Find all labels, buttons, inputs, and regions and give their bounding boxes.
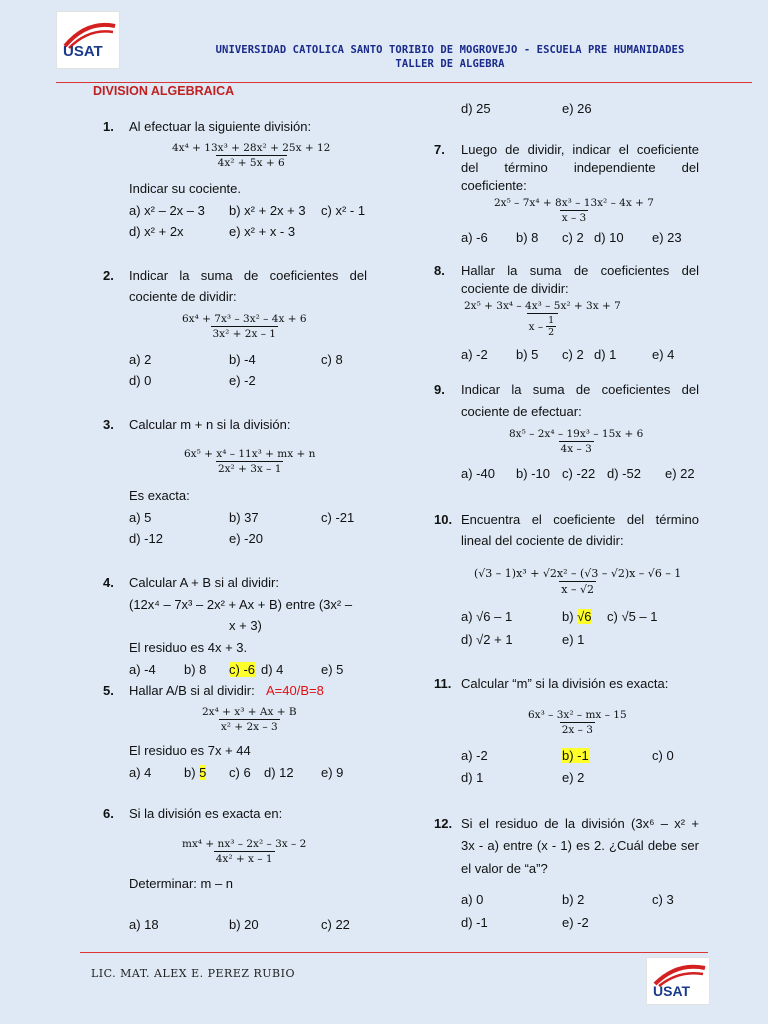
q1-denominator: 4x² + 5x + 6	[217, 157, 285, 169]
q4-line3: x + 3)	[229, 618, 262, 633]
q3-option-c[interactable]: c) -21	[321, 510, 355, 525]
q5-answer-note: A=40/B=8	[266, 683, 324, 698]
usat-logo-bottom	[646, 957, 710, 1005]
q8-denominator	[527, 313, 559, 338]
q2-fraction	[180, 313, 309, 340]
q10-option-b[interactable]	[562, 609, 592, 624]
q7-line3: coeficiente:	[461, 178, 527, 193]
q3-option-a[interactable]: a) 5	[129, 510, 152, 525]
q10-option-a[interactable]: a) √6 – 1	[461, 609, 513, 624]
q2-line2: cociente de dividir:	[129, 289, 237, 304]
q9-numerator: 8x⁵ – 2x⁴ – 19x³ – 15x + 6	[509, 428, 644, 440]
q9-number: 9.	[434, 382, 445, 397]
q11-fraction	[526, 709, 629, 736]
q1-number: 1.	[103, 119, 114, 134]
footer-author: LIC. MAT. ALEX E. PEREZ RUBIO	[91, 967, 295, 980]
q4-line2: (12x⁴ – 7x³ – 2x² + Ax + B) entre (3x² –	[129, 597, 353, 612]
q12-option-c[interactable]: c) 3	[652, 892, 674, 907]
q9-option-a[interactable]: a) -40	[461, 466, 495, 481]
q6-numerator: mx⁴ + nx³ – 2x² – 3x – 2	[182, 838, 307, 850]
q6-text: Si la división es exacta en:	[129, 806, 283, 821]
q11-denominator: 2x – 3	[561, 724, 593, 736]
q10-fraction	[472, 567, 683, 596]
q7-denominator: x – 3	[561, 212, 587, 224]
q11-number: 11.	[434, 676, 452, 691]
q10-option-c[interactable]: c) √5 – 1	[607, 609, 658, 624]
q12-option-e[interactable]: e) -2	[562, 915, 589, 930]
q1-text: Al efectuar la siguiente división:	[129, 119, 312, 134]
q6-fraction	[180, 838, 308, 865]
q12-line1: Si el residuo de la división (3x⁶ – x² +	[461, 816, 699, 831]
q8-option-c[interactable]: c) 2	[562, 347, 584, 362]
q3-fraction	[182, 448, 317, 475]
q7-option-c[interactable]: c) 2	[562, 230, 584, 245]
q11-option-c[interactable]: c) 0	[652, 748, 674, 763]
q3-number: 3.	[103, 417, 114, 432]
q9-fraction	[507, 428, 645, 455]
q1-fraction	[170, 142, 332, 169]
q10-option-b-prefix: b)	[562, 609, 578, 624]
q12-line2: 3x - a) entre (x - 1) es 2. ¿Cuál debe ser	[461, 838, 699, 853]
q5-numerator: 2x⁴ + x³ + Ax + B	[202, 706, 297, 718]
q6-option-b[interactable]: b) 20	[229, 917, 259, 932]
university-title: UNIVERSIDAD CATOLICA SANTO TORIBIO DE MOGROVEJO - ESCUELA PRE HUMANIDADES	[215, 44, 685, 56]
q7-line2: del término independiente del	[461, 160, 699, 175]
q5-fraction	[200, 706, 299, 733]
q5-option-b[interactable]	[184, 765, 206, 780]
q4-number: 4.	[103, 575, 114, 590]
q3-ask: Es exacta:	[129, 488, 190, 503]
q5-option-b-value-highlighted: 5	[199, 765, 207, 780]
q7-option-b[interactable]: b) 8	[516, 230, 539, 245]
q3-numerator: 6x⁵ + x⁴ – 11x³ + mx + n	[184, 448, 316, 460]
q8-numerator: 2x⁵ + 3x⁴ – 4x³ – 5x² + 3x + 7	[464, 300, 621, 312]
q6-option-c[interactable]: c) 22	[321, 917, 350, 932]
q8-half-num: 1	[548, 315, 555, 326]
q1-option-c[interactable]: c) x² - 1	[321, 203, 366, 218]
q4-text: Calcular A + B si al dividir:	[129, 575, 279, 590]
q6-number: 6.	[103, 806, 114, 821]
q11-option-d[interactable]: d) 1	[461, 770, 484, 785]
q5-option-c[interactable]: c) 6	[229, 765, 251, 780]
q7-option-a[interactable]: a) -6	[461, 230, 488, 245]
q3-option-e[interactable]: e) -20	[229, 531, 263, 546]
q5-ask: El residuo es 7x + 44	[129, 743, 251, 758]
q10-option-e[interactable]: e) 1	[562, 632, 585, 647]
q3-option-b[interactable]: b) 37	[229, 510, 259, 525]
q1-option-d[interactable]: d) x² + 2x	[129, 224, 184, 239]
q3-text: Calcular m + n si la división:	[129, 417, 291, 432]
q6-ask: Determinar: m – n	[129, 876, 234, 891]
q8-line2: cociente de dividir:	[461, 281, 569, 296]
q9-line1: Indicar la suma de coeficientes del	[461, 382, 699, 397]
q8-option-e[interactable]: e) 4	[652, 347, 675, 362]
q7-numerator: 2x⁵ – 7x⁴ + 8x³ – 13x² – 4x + 7	[494, 197, 654, 209]
q9-option-c[interactable]: c) -22	[562, 466, 596, 481]
q11-text: Calcular “m” si la división es exacta:	[461, 676, 669, 691]
q8-option-d[interactable]: d) 1	[594, 347, 617, 362]
header-rule	[56, 82, 752, 83]
q4-option-d[interactable]: d) 4	[261, 662, 284, 677]
q10-denominator: x – √2	[561, 583, 595, 596]
q7-option-d[interactable]: d) 10	[594, 230, 624, 245]
q4-option-a[interactable]: a) -4	[129, 662, 156, 677]
q10-option-b-value-highlighted: √6	[577, 609, 592, 624]
logo-text: USAT	[653, 983, 691, 999]
q12-option-d[interactable]: d) -1	[461, 915, 488, 930]
usat-logo-top	[56, 11, 120, 69]
q7-option-e[interactable]: e) 23	[652, 230, 682, 245]
q8-option-a[interactable]: a) -2	[461, 347, 488, 362]
q11-option-a[interactable]: a) -2	[461, 748, 488, 763]
q9-option-e[interactable]: e) 22	[665, 466, 695, 481]
q6-option-e[interactable]: e) 26	[562, 101, 592, 116]
q7-line1: Luego de dividir, indicar el coeficiente	[461, 142, 699, 157]
q5-option-a[interactable]: a) 4	[129, 765, 152, 780]
q8-fraction	[462, 300, 623, 338]
workshop-title: TALLER DE ALGEBRA	[395, 58, 505, 70]
q9-option-d[interactable]: d) -52	[607, 466, 641, 481]
q2-number: 2.	[103, 268, 114, 283]
q10-numerator: (√3 – 1)x³ + √2x² – (√3 – √2)x – √6 – 1	[474, 567, 682, 580]
q8-half-den: 2	[548, 327, 555, 338]
q2-option-c[interactable]: c) 8	[321, 352, 343, 367]
q8-line1: Hallar la suma de coeficientes del	[461, 263, 699, 278]
q6-option-a[interactable]: a) 18	[129, 917, 159, 932]
q10-option-d[interactable]: d) √2 + 1	[461, 632, 513, 647]
q5-option-b-prefix: b)	[184, 765, 200, 780]
q8-den-prefix: x –	[528, 320, 544, 333]
q12-option-a[interactable]: a) 0	[461, 892, 484, 907]
q3-denominator: 2x² + 3x – 1	[217, 463, 282, 475]
q6-option-d[interactable]: d) 25	[461, 101, 491, 116]
q2-line1: Indicar la suma de coeficientes del	[129, 268, 367, 283]
q4-option-b[interactable]: b) 8	[184, 662, 207, 677]
q12-line3: el valor de “a”?	[461, 861, 548, 876]
q7-number: 7.	[434, 142, 445, 157]
q12-option-b[interactable]: b) 2	[562, 892, 585, 907]
q2-option-e[interactable]: e) -2	[229, 373, 256, 388]
q4-ask: El residuo es 4x + 3.	[129, 640, 248, 655]
q1-ask: Indicar su cociente.	[129, 181, 242, 196]
q10-number: 10.	[434, 512, 453, 527]
q7-fraction	[492, 197, 656, 224]
q3-option-d[interactable]: d) -12	[129, 531, 163, 546]
q9-option-b[interactable]: b) -10	[516, 466, 550, 481]
q2-denominator: 3x² + 2x – 1	[212, 328, 276, 340]
q11-option-b-highlighted[interactable]: b) -1	[562, 748, 589, 763]
q10-line1: Encuentra el coeficiente del término	[461, 512, 699, 527]
q11-option-e[interactable]: e) 2	[562, 770, 585, 785]
q5-text: Hallar A/B si al dividir:	[129, 683, 255, 698]
q8-half-fraction	[546, 315, 556, 338]
q5-option-e[interactable]: e) 9	[321, 765, 344, 780]
q9-line2: cociente de efectuar:	[461, 404, 582, 419]
q6-denominator: 4x² + x – 1	[215, 853, 273, 865]
q9-denominator: 4x – 3	[560, 443, 592, 455]
q1-numerator: 4x⁴ + 13x³ + 28x² + 25x + 12	[172, 142, 331, 154]
footer-rule	[80, 952, 708, 953]
q4-option-e[interactable]: e) 5	[321, 662, 344, 677]
q2-option-d[interactable]: d) 0	[129, 373, 152, 388]
q2-numerator: 6x⁴ + 7x³ – 3x² – 4x + 6	[182, 313, 307, 325]
q2-option-a[interactable]: a) 2	[129, 352, 152, 367]
q5-number: 5.	[103, 683, 114, 698]
q10-line2: lineal del cociente de dividir:	[461, 533, 624, 548]
q1-option-e[interactable]: e) x² + x - 3	[229, 224, 296, 239]
q8-number: 8.	[434, 263, 445, 278]
q5-option-d[interactable]: d) 12	[264, 765, 294, 780]
logo-text: USAT	[63, 43, 103, 60]
q4-option-c-highlighted[interactable]: c) -6	[229, 662, 255, 677]
q12-number: 12.	[434, 816, 453, 831]
q2-option-b[interactable]: b) -4	[229, 352, 256, 367]
q8-option-b[interactable]: b) 5	[516, 347, 539, 362]
q11-numerator: 6x³ – 3x² – mx – 15	[528, 709, 627, 721]
q1-option-a[interactable]: a) x² – 2x – 3	[129, 203, 205, 218]
section-title: DIVISION ALGEBRAICA	[93, 84, 235, 98]
q1-option-b[interactable]: b) x² + 2x + 3	[229, 203, 306, 218]
q5-denominator: x² + 2x – 3	[220, 721, 278, 733]
